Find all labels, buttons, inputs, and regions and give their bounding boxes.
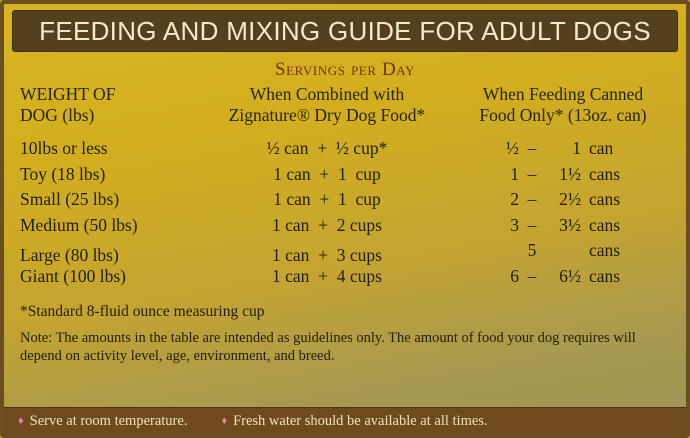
canned-dash: – <box>527 163 537 184</box>
canned-high <box>545 240 581 261</box>
row-weight: Giant (100 lbs) <box>20 265 126 286</box>
canned-low: 6 <box>510 265 519 286</box>
row-weight: Medium (50 lbs) <box>20 214 138 235</box>
canned-unit: cans <box>589 189 621 209</box>
serve-temperature-label: Serve at room temperature. <box>29 412 188 429</box>
row-weight: Toy (18 lbs) <box>20 163 106 184</box>
servings-subtitle: Servings per Day <box>274 59 416 80</box>
canned-high: 1 <box>572 138 581 158</box>
canned-unit: cans <box>589 240 621 260</box>
row-canned-amount <box>456 138 670 159</box>
column-header-dry-line1: When Combined with <box>249 84 405 104</box>
page-title: FEEDING AND MIXING GUIDE FOR ADULT DOGS <box>39 15 651 46</box>
column-header-canned <box>456 84 670 126</box>
canned-dash: – <box>527 265 537 286</box>
canned-dash: – <box>527 138 537 158</box>
diamond-bullet-icon: ♦ <box>221 414 228 427</box>
row-dry-amount: ½ can + ½ cup* <box>266 138 388 158</box>
column-header-dry <box>198 84 456 126</box>
row-dry-amount: 1 can + 1 cup <box>273 189 381 209</box>
row-dry-amount: 1 can + 4 cups <box>272 265 382 286</box>
row-canned-amount <box>456 266 670 287</box>
row-canned-amount <box>456 164 670 185</box>
canned-dash: 5 <box>527 240 537 260</box>
table-row <box>20 138 670 164</box>
table-row <box>20 215 670 241</box>
footnote: *Standard 8-fluid ounce measuring cup <box>20 303 265 320</box>
table-row <box>20 240 670 266</box>
canned-unit: cans <box>589 265 621 286</box>
canned-high: 3½ <box>559 214 581 235</box>
row-weight: 10lbs or less <box>20 138 108 158</box>
row-canned-amount <box>456 215 670 236</box>
bottom-bar <box>4 407 686 434</box>
canned-high: 2½ <box>559 189 581 209</box>
table-row <box>20 266 670 292</box>
canned-high: 6½ <box>559 265 581 286</box>
canned-high: 1½ <box>559 163 581 184</box>
canned-low: 2 <box>510 189 519 209</box>
row-canned-amount <box>456 240 670 261</box>
fresh-water-item <box>221 413 487 430</box>
column-header-weight <box>20 84 198 126</box>
canned-unit: can <box>589 138 614 158</box>
column-header-canned-line2: Food Only* (13oz. can) <box>479 105 647 125</box>
title-bar <box>12 10 678 52</box>
row-dry-amount: 1 can + 1 cup <box>273 163 381 184</box>
table-row <box>20 189 670 215</box>
column-header-weight-line1: WEIGHT OF <box>20 84 116 104</box>
canned-low: ½ <box>505 138 519 158</box>
table-column-headers <box>20 84 670 126</box>
fresh-water-label: Fresh water should be available at all times. <box>233 412 488 429</box>
canned-low: 3 <box>510 214 519 235</box>
row-weight: Small (25 lbs) <box>20 189 120 209</box>
column-header-canned-line1: When Feeding Canned <box>482 84 644 104</box>
column-header-weight-line2: DOG (lbs) <box>20 105 95 125</box>
canned-dash: – <box>527 189 537 209</box>
row-canned-amount <box>456 189 670 210</box>
canned-unit: cans <box>589 163 621 184</box>
diamond-bullet-icon: ♦ <box>18 414 24 427</box>
column-header-dry-line2: Zignature® Dry Dog Food* <box>228 105 426 125</box>
row-weight: Large (80 lbs) <box>20 245 119 265</box>
serve-temperature-item <box>18 413 187 430</box>
table-row <box>20 164 670 190</box>
row-dry-amount: 1 can + 3 cups <box>272 245 382 265</box>
canned-low: 1 <box>510 163 519 184</box>
canned-dash: – <box>527 214 537 235</box>
canned-unit: cans <box>589 214 621 235</box>
row-dry-amount: 1 can + 2 cups <box>272 214 382 235</box>
feeding-table <box>20 138 670 291</box>
canned-low <box>485 240 519 261</box>
guideline-note: Note: The amounts in the table are intended as guidelines only. The amount of food your dog requires will depend on activity level, age, environment, and breed. <box>20 330 636 364</box>
